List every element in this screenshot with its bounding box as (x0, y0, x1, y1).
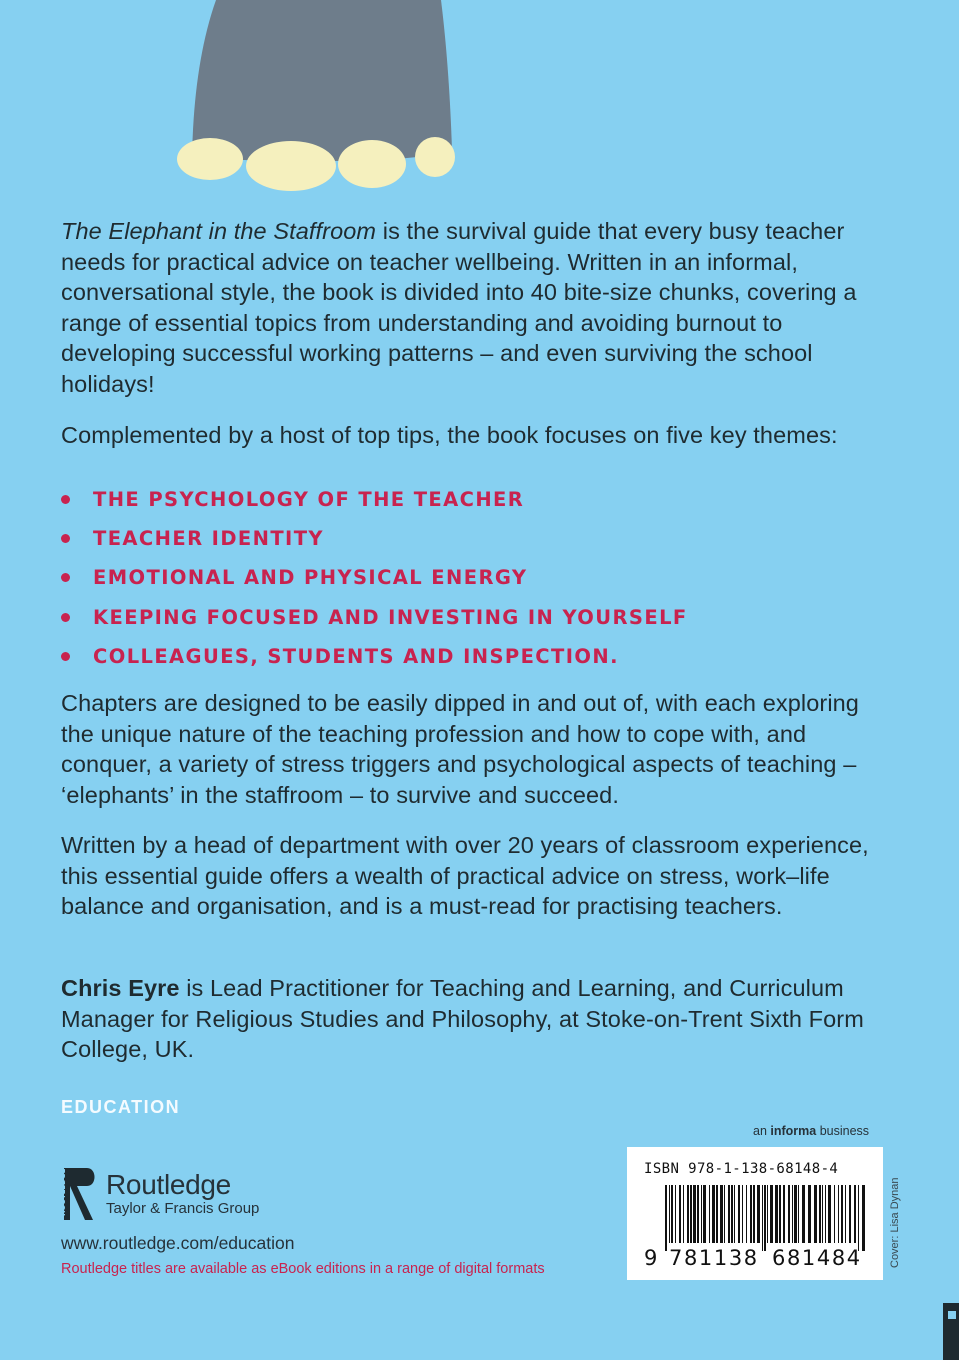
barcode-bar (834, 1185, 835, 1243)
bullet-icon (61, 652, 70, 661)
barcode-bar (753, 1185, 755, 1243)
barcode-bar (709, 1185, 710, 1243)
barcode-bar (693, 1185, 696, 1243)
cover-credit: Cover: Lisa Dynan (889, 1177, 901, 1268)
experience-text: Written by a head of department with over 20 years of classroom experience, this essential guide offers a wealth of practical advice on stress, work–life balance and organisation, and is a must-read for practising teachers. (61, 832, 869, 920)
barcode-bar (764, 1185, 766, 1251)
barcode-bar (742, 1185, 743, 1243)
barcode-bar (783, 1185, 785, 1243)
theme-label: THE PSYCHOLOGY OF THE TEACHER (93, 488, 525, 512)
barcode-bar (697, 1185, 699, 1243)
themes-list (61, 480, 688, 676)
barcode-bar (746, 1185, 747, 1243)
blurb-intro (61, 216, 881, 400)
toenail (415, 137, 455, 177)
barcode-bar (724, 1185, 725, 1243)
barcode-bar (808, 1185, 811, 1243)
barcode-bar (703, 1185, 706, 1243)
barcode-bar (701, 1185, 702, 1243)
barcode-bar (675, 1185, 676, 1243)
barcode-bar (750, 1185, 752, 1243)
toenail (338, 140, 406, 188)
barcode-bar (792, 1185, 793, 1243)
book-title: The Elephant in the Staffroom (61, 218, 377, 244)
publisher-url: www.routledge.com/education (61, 1233, 295, 1253)
barcode-digit: 681484 (772, 1246, 862, 1270)
barcode-bar (845, 1185, 846, 1243)
bullet-icon (61, 534, 70, 543)
bullet-icon (61, 613, 70, 622)
theme-item (61, 637, 688, 676)
barcode-bar (731, 1185, 733, 1243)
barcode-bar (862, 1185, 865, 1251)
bullet-icon (61, 495, 70, 504)
barcode-bar (734, 1185, 735, 1243)
barcode-bar (798, 1185, 799, 1243)
barcode-bar (849, 1185, 851, 1243)
informa-brand: informa (770, 1124, 817, 1138)
barcode-bar (683, 1185, 684, 1243)
barcode-digit: 781138 (669, 1246, 759, 1270)
barcode-bar (720, 1185, 723, 1243)
theme-item (61, 519, 688, 558)
theme-label: TEACHER IDENTITY (93, 527, 324, 551)
barcode-bar (671, 1185, 673, 1243)
barcode-bar (788, 1185, 790, 1243)
barcode-bar (828, 1185, 831, 1243)
informa-suffix: business (816, 1124, 870, 1138)
author-experience (61, 830, 881, 922)
barcode-bar (728, 1185, 730, 1243)
theme-label: COLLEAGUES, STUDENTS AND INSPECTION. (93, 644, 619, 668)
barcode-bar (687, 1185, 689, 1243)
barcode-bar (819, 1185, 821, 1243)
barcode-bar (841, 1185, 843, 1243)
themes-intro-text: Complemented by a host of top tips, the book focuses on five key themes: (61, 422, 838, 448)
barcode-bar (665, 1185, 667, 1251)
publisher-group: Taylor & Francis Group (106, 1200, 260, 1217)
logo-vertical-text: ROUTLEDGE (59, 1168, 67, 1216)
barcode-bar (738, 1185, 740, 1243)
elephant-foot-illustration (0, 0, 959, 200)
category-label: EDUCATION (61, 1097, 181, 1117)
theme-label: KEEPING FOCUSED AND INVESTING IN YOURSELF (93, 605, 688, 629)
bullet-icon (61, 573, 70, 582)
themes-intro (61, 420, 881, 451)
theme-item (61, 598, 688, 637)
barcode-bar (814, 1185, 817, 1243)
theme-label: EMOTIONAL AND PHYSICAL ENERGY (93, 566, 528, 590)
barcode-bar (825, 1185, 826, 1243)
informa-prefix: an (753, 1124, 771, 1138)
barcode-bar (838, 1185, 839, 1243)
routledge-logo-icon (61, 1166, 97, 1222)
barcode-bar (716, 1185, 718, 1243)
author-bio-text: is Lead Practitioner for Teaching and Learning, and Curriculum Manager for Religious Studies and Philosophy, at Stoke-on-Trent Sixth Form College, UK. (61, 975, 864, 1063)
barcode-bar (858, 1185, 859, 1251)
elephant-leg (192, 0, 452, 161)
barcode-bars (627, 1147, 883, 1280)
publisher-logo (61, 1166, 259, 1222)
author-name: Chris Eyre (61, 975, 180, 1001)
toenail (246, 141, 336, 191)
barcode-bar (770, 1185, 773, 1243)
barcode-bar (762, 1185, 763, 1251)
barcode-digit: 9 (644, 1246, 658, 1270)
spine-mark (943, 1303, 959, 1360)
barcode-bar (794, 1185, 797, 1243)
barcode-bar (669, 1185, 670, 1243)
barcode-bar (712, 1185, 715, 1243)
chapters-text: Chapters are designed to be easily dipped in and out of, with each exploring the unique nature of the teaching profession and how to cope with, and conquer, a variety of stress triggers and psychological aspects of teaching – ‘elephants’ in the staffroom – to survive and succeed. (61, 690, 859, 808)
publisher-name: Routledge (106, 1169, 231, 1200)
barcode-bar (757, 1185, 760, 1243)
author-bio (61, 973, 881, 1065)
chapters-description (61, 688, 881, 810)
barcode-bar (679, 1185, 681, 1243)
barcode-bar (779, 1185, 781, 1243)
toenail (177, 138, 243, 180)
theme-item (61, 558, 688, 597)
ebook-note: Routledge titles are available as eBook editions in a range of digital formats (61, 1261, 545, 1277)
isbn-label: ISBN 978-1-138-68148-4 (644, 1161, 839, 1177)
barcode-bar (802, 1185, 805, 1243)
isbn-barcode (627, 1147, 883, 1280)
theme-item (61, 480, 688, 519)
intro-text: is the survival guide that every busy teacher needs for practical advice on teacher wellbeing. Written in an informal, conversational style, the book is divided into 40 bite-size chunks, covering a range of essential topics from understanding and avoiding burnout to developing successful working patterns – and even surviving the school holidays! (61, 218, 857, 397)
barcode-bar (775, 1185, 778, 1243)
barcode-bar (767, 1185, 768, 1243)
barcode-bar (690, 1185, 692, 1243)
barcode-bar (854, 1185, 856, 1243)
barcode-bar (822, 1185, 823, 1243)
informa-tagline (753, 1124, 869, 1138)
